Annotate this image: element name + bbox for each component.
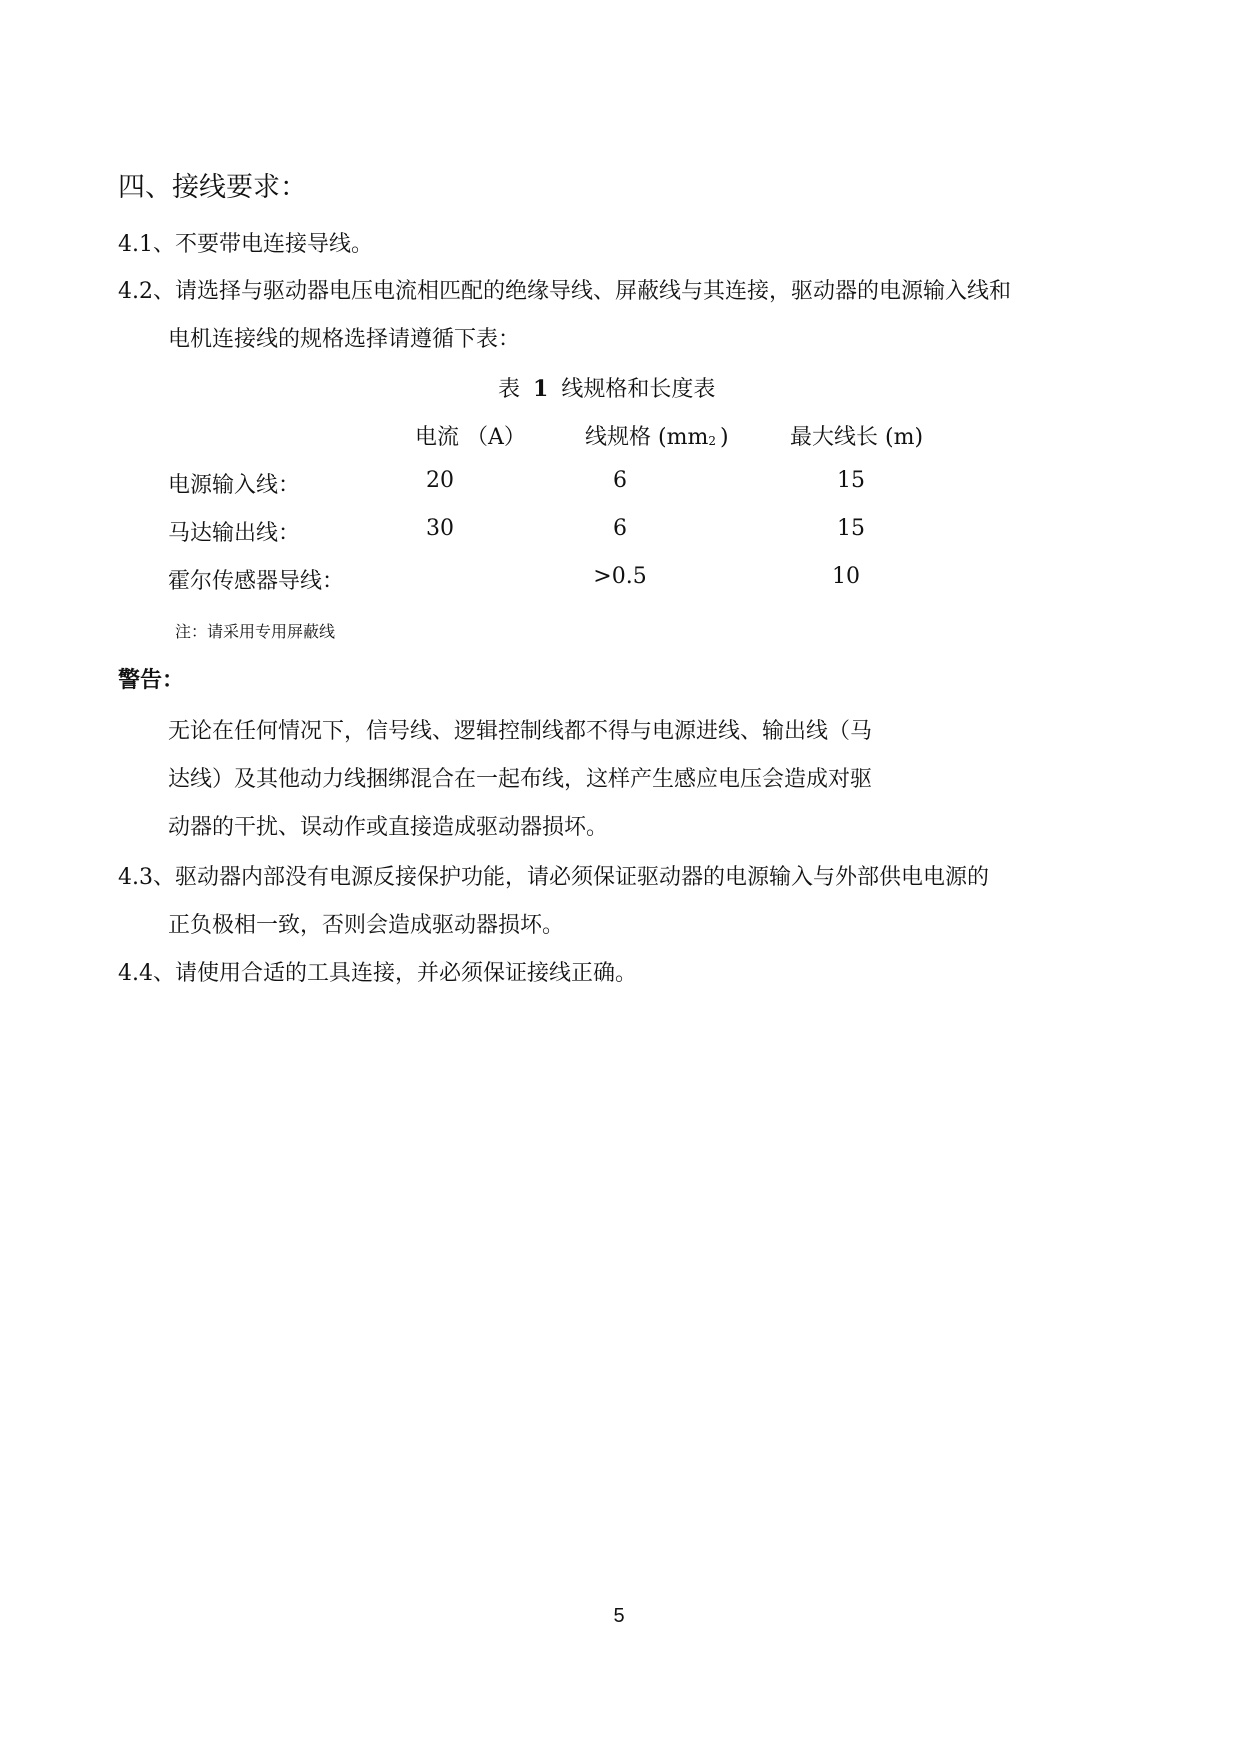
table-cell-spec: 6 <box>613 516 627 541</box>
section-title: 四、接线要求： <box>118 172 307 203</box>
table-caption <box>498 372 715 403</box>
table-cell-current: 30 <box>426 516 454 541</box>
item-4-2-line-1: 4.2、请选择与驱动器电压电流相匹配的绝缘导线、屏蔽线与其连接，驱动器的电源输入线和 <box>118 279 1011 304</box>
item-4-2-line-2: 电机连接线的规格选择请遵循下表： <box>168 327 521 352</box>
header-spec-subscript: 2 <box>708 434 716 448</box>
item-4-4: 4.4、请使用合适的工具连接，并必须保证接线正确。 <box>118 961 637 986</box>
table-caption-prefix: 表 <box>498 377 521 402</box>
item-4-1: 4.1、不要带电连接导线。 <box>118 232 373 257</box>
header-current: 电流 （A） <box>415 425 526 450</box>
item-4-3-line-1: 4.3、驱动器内部没有电源反接保护功能，请必须保证驱动器的电源输入与外部供电电源的 <box>118 865 989 890</box>
table-cell-length: 15 <box>837 468 865 493</box>
warning-line-2: 达线）及其他动力线捆绑混合在一起布线，这样产生感应电压会造成对驱 <box>168 767 873 792</box>
table-caption-number: 1 <box>533 376 549 402</box>
header-spec <box>585 420 729 451</box>
header-length: 最大线长 (m) <box>790 425 924 450</box>
table-row-label: 霍尔传感器导线： <box>168 569 345 594</box>
table-caption-text: 线规格和长度表 <box>561 377 716 402</box>
table-cell-length: 15 <box>837 516 865 541</box>
table-note: 注：请采用专用屏蔽线 <box>175 622 336 641</box>
warning-line-1: 无论在任何情况下，信号线、逻辑控制线都不得与电源进线、输出线（马 <box>168 719 873 744</box>
page-number: 5 <box>613 1605 625 1627</box>
warning-line-3: 动器的干扰、误动作或直接造成驱动器损坏。 <box>168 815 609 840</box>
table-row-label: 电源输入线： <box>168 473 301 498</box>
warning-title: 警告： <box>118 667 185 693</box>
table-row-label: 马达输出线： <box>168 521 301 546</box>
table-cell-length: 10 <box>832 564 860 589</box>
header-spec-suffix: ) <box>719 425 729 450</box>
table-cell-current: 20 <box>426 468 454 493</box>
item-4-3-line-2: 正负极相一致，否则会造成驱动器损坏。 <box>168 913 565 938</box>
table-cell-spec: >0.5 <box>593 564 647 589</box>
table-cell-spec: 6 <box>613 468 627 493</box>
header-spec-prefix: 线规格 (mm <box>585 425 709 450</box>
